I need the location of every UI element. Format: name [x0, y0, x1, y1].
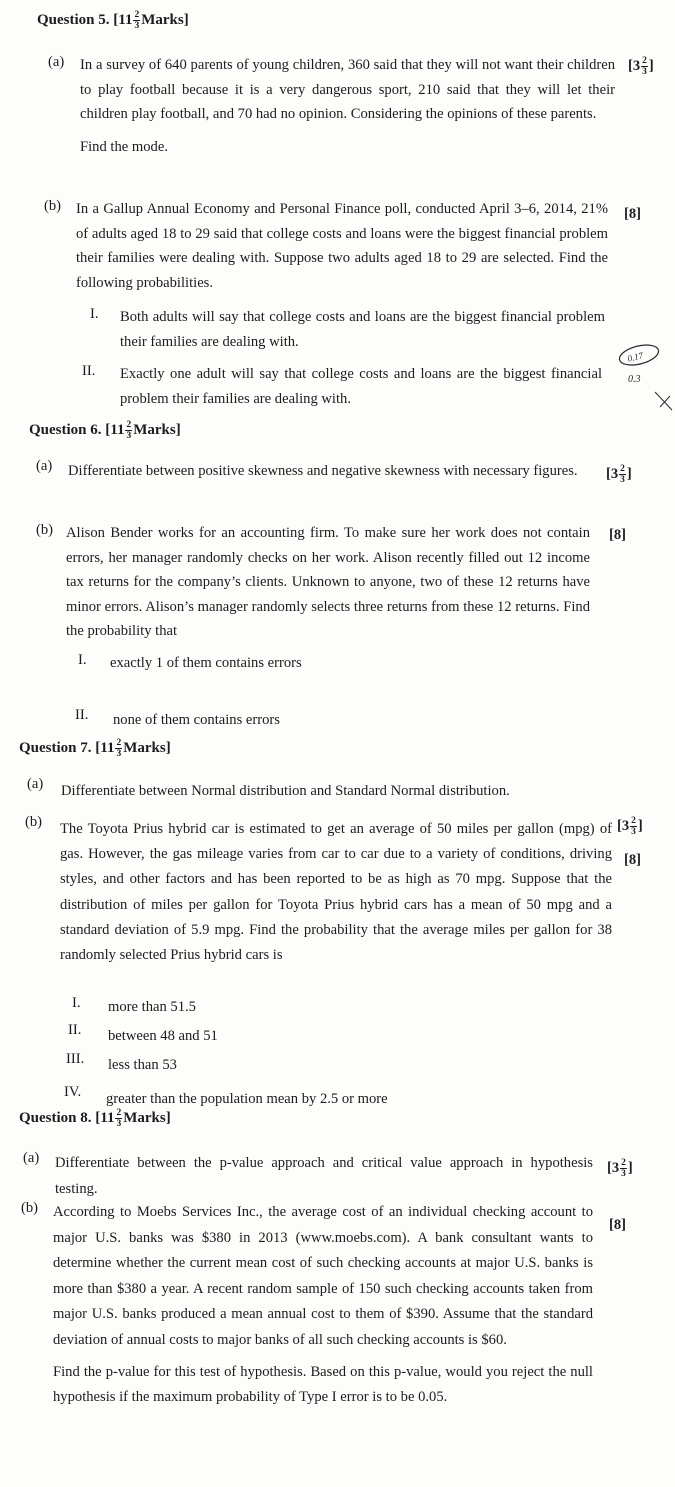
q7b-ii-label: II.: [68, 1022, 82, 1038]
q5b-marks: [8]: [624, 206, 642, 222]
q6b-ii-label: II.: [75, 707, 89, 723]
q8b-text: According to Moebs Services Inc., the average cost of an individual checking account to major U.S. banks was $380 in 2013 (www.moebs.com). A bank consultant wants to determine whether the current mean cost of such checking accounts at major U.S. banks is more than $380 a year. A recent random sample of 150 such checking accounts taken from major U.S. banks produced a mean annual cost to them of $390. Assume that the standard deviation of annual costs to major banks of all such checking accounts is $60. Find the p-value for this test of hypothesis. Based on this p-value, would you reject the null hypothesis if the maximum probability of Type I error is to be 0.05.: [53, 1200, 593, 1411]
question-7-title: Question 7. [11 $\frac{2}{3}$ Marks]: [19, 738, 171, 759]
q7b-i-text: more than 51.5: [108, 999, 196, 1015]
q5a-label: (a): [48, 54, 65, 70]
circled-note: 0.17: [626, 350, 645, 364]
q6b-label: (b): [36, 522, 54, 538]
q6b-ii-text: none of them contains errors: [113, 712, 280, 728]
note-below: 0.3: [628, 374, 641, 385]
question-6-title: Question 6. [11 $\frac{2}{3}$ Marks]: [29, 420, 181, 441]
q5b-ii-text: Exactly one adult will say that college costs and loans are the biggest financial problem their families are dealing with.: [120, 366, 602, 407]
q7b-iii-label: III.: [66, 1051, 85, 1067]
q7b-iv-label: IV.: [64, 1084, 82, 1100]
q7a-label: (a): [27, 776, 44, 792]
q5a-find-mode: Find the mode.: [80, 138, 168, 155]
q8a-marks: [3 $\frac{2}{3}$ ]: [607, 1158, 633, 1179]
q5b-label: (b): [44, 198, 62, 214]
q5b-text: In a Gallup Annual Economy and Personal Finance poll, conducted April 3–6, 2014, 21% of adults aged 18 to 29 said that college costs and loans were the biggest financial problem their families were dealing with. Suppose two adults aged 18 to 29 are selected. Find the following probabilities.: [76, 201, 608, 291]
q7b-label: (b): [25, 814, 43, 830]
q6b-i-label: I.: [78, 652, 87, 668]
q6b-i-text: exactly 1 of them contains errors: [110, 655, 302, 671]
q5b-i-text: Both adults will say that college costs and loans are the biggest financial problem their families are dealing with.: [120, 309, 605, 350]
q6a-text: Differentiate between positive skewness and negative skewness with necessary figures.: [68, 463, 578, 479]
q7b-text: The Toyota Prius hybrid car is estimated to get an average of 50 miles per gallon (mpg) of gas. However, the gas mileage varies from car to car due to a variety of conditions, driving styles, and other factors and has been reported to be as high as 70 mpg. Suppose that the distribution of miles per gallon for Toyota Prius hybrid cars has a mean of 50 mpg and a standard deviation of 5.9 mpg. Find the probability that the average miles per gallon for 38 randomly selected Prius hybrid cars is: [60, 821, 612, 964]
q8a-text: Differentiate between the p-value approach and critical value approach in hypothesis testing.: [55, 1155, 593, 1197]
q6b-text: Alison Bender works for an accounting firm. To make sure her work does not contain errors, her manager randomly checks on her work. Alison recently filled out 12 income tax returns for the company’s clients. Unknown to anyone, two of these 12 returns have minor errors. Alison’s manager randomly selects three returns from these 12 returns. Find the probability that: [66, 525, 590, 639]
q8b-find-pvalue: Find the p-value for this test of hypothesis. Based on this p-value, would you reject the null hypothesis if the maximum probability of Type I error is to be 0.05.: [53, 1363, 593, 1406]
fraction: $\frac{2}{3}$: [134, 10, 140, 31]
q7b-i-label: I.: [72, 995, 81, 1011]
q5b-ii-label: II.: [82, 363, 96, 379]
q7b-iv-text: greater than the population mean by 2.5 or more: [106, 1091, 388, 1107]
question-8-title: Question 8. [11 $\frac{2}{3}$ Marks]: [19, 1108, 171, 1129]
q8a-label: (a): [23, 1150, 40, 1166]
q5b-i-label: I.: [90, 306, 99, 322]
q7b-iii-text: less than 53: [108, 1057, 177, 1073]
q6b-marks: [8]: [609, 527, 627, 543]
q7a-text: Differentiate between Normal distribution and Standard Normal distribution.: [61, 783, 510, 799]
question-5-title: Question 5. [11 $\frac{2}{3}$ Marks]: [37, 10, 189, 31]
q5a-text: In a survey of 640 parents of young children, 360 said that they will not want their children to play football because it is a very dangerous sport, 210 said that they will let their children play football, and 70 had no opinion. Considering the opinions of these parents. Find the mode.: [80, 53, 615, 159]
q7b-ii-text: between 48 and 51: [108, 1028, 218, 1044]
handwritten-notes: [600, 330, 675, 415]
q7b-marks: [8]: [624, 852, 642, 868]
q8b-marks: [8]: [609, 1217, 627, 1233]
q7a-marks: [3 $\frac{2}{3}$ ]: [617, 816, 643, 837]
q5a-marks: [3 $\frac{2}{3}$ ]: [628, 56, 654, 77]
q6a-marks: [3 $\frac{2}{3}$ ]: [606, 464, 632, 485]
q8b-label: (b): [21, 1200, 39, 1216]
q6a-label: (a): [36, 458, 53, 474]
